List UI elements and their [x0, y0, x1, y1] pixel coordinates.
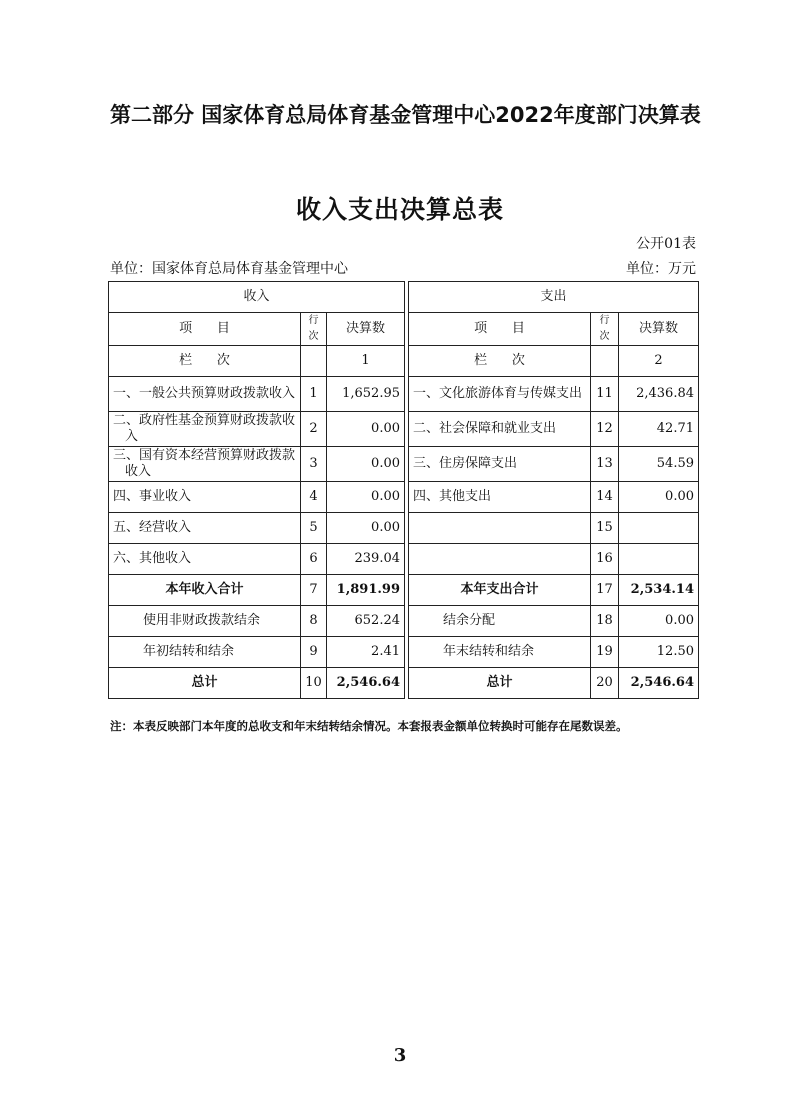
group-header-row — [109, 282, 699, 313]
income-row-number: 2 — [301, 412, 327, 447]
income-item-name: 年初结转和结余 — [109, 637, 301, 668]
income-row-number: 6 — [301, 544, 327, 575]
expense-item-name: 四、其他支出 — [409, 482, 591, 513]
income-row-number: 10 — [301, 668, 327, 699]
expense-item-name: 总计 — [409, 668, 591, 699]
expense-item-name: 本年支出合计 — [409, 575, 591, 606]
income-lanci-label: 栏 次 — [109, 346, 301, 377]
income-amount: 2,546.64 — [327, 668, 405, 699]
expense-amount: 54.59 — [619, 447, 699, 482]
expense-item-header: 项 目 — [409, 313, 591, 346]
expense-item-name — [409, 513, 591, 544]
expense-row-number: 14 — [591, 482, 619, 513]
income-column-number: 1 — [327, 346, 405, 377]
income-row-number: 1 — [301, 377, 327, 412]
expense-amount: 2,534.14 — [619, 575, 699, 606]
expense-item-name: 年末结转和结余 — [409, 637, 591, 668]
column-number-row — [109, 346, 699, 377]
income-item-name: 二、政府性基金预算财政拨款收入 — [109, 412, 301, 447]
income-row-number: 9 — [301, 637, 327, 668]
expense-amount — [619, 513, 699, 544]
table-title: 收入支出决算总表 — [295, 195, 504, 224]
expense-row-number: 20 — [591, 668, 619, 699]
income-item-header: 项 目 — [109, 313, 301, 346]
expense-amount: 2,436.84 — [619, 377, 699, 412]
table-row — [109, 668, 699, 699]
table-row — [109, 377, 699, 412]
expense-item-name: 二、社会保障和就业支出 — [409, 412, 591, 447]
column-header-row — [109, 313, 699, 346]
section-heading: 第二部分 国家体育总局体育基金管理中心2022年度部门决算表 — [110, 103, 701, 127]
unit-currency: 单位：万元 — [626, 261, 696, 277]
income-amount: 239.04 — [327, 544, 405, 575]
expense-row-number: 16 — [591, 544, 619, 575]
expense-group-header: 支出 — [409, 282, 699, 313]
expense-amount-header: 决算数 — [619, 313, 699, 346]
expense-amount: 0.00 — [619, 606, 699, 637]
page-number: 3 — [393, 1045, 407, 1066]
income-row-header: 行次 — [301, 313, 327, 346]
income-amount: 1,891.99 — [327, 575, 405, 606]
income-amount: 652.24 — [327, 606, 405, 637]
income-amount: 0.00 — [327, 412, 405, 447]
unit-organization: 单位：国家体育总局体育基金管理中心 — [110, 261, 348, 277]
income-amount: 0.00 — [327, 513, 405, 544]
income-row-number: 5 — [301, 513, 327, 544]
blank-cell — [591, 346, 619, 377]
table-row — [109, 575, 699, 606]
income-item-name: 四、事业收入 — [109, 482, 301, 513]
expense-item-name: 结余分配 — [409, 606, 591, 637]
income-row-number: 3 — [301, 447, 327, 482]
income-expense-table — [108, 281, 699, 699]
expense-amount — [619, 544, 699, 575]
expense-row-number: 12 — [591, 412, 619, 447]
table-row — [109, 447, 699, 482]
income-item-name: 一、一般公共预算财政拨款收入 — [109, 377, 301, 412]
table-row — [109, 412, 699, 447]
expense-amount: 2,546.64 — [619, 668, 699, 699]
expense-row-number: 19 — [591, 637, 619, 668]
expense-amount: 12.50 — [619, 637, 699, 668]
income-amount-header: 决算数 — [327, 313, 405, 346]
income-row-number: 8 — [301, 606, 327, 637]
income-amount: 0.00 — [327, 447, 405, 482]
income-amount: 0.00 — [327, 482, 405, 513]
expense-row-number: 13 — [591, 447, 619, 482]
income-item-name: 五、经营收入 — [109, 513, 301, 544]
expense-row-number: 17 — [591, 575, 619, 606]
expense-item-name — [409, 544, 591, 575]
expense-row-number: 11 — [591, 377, 619, 412]
form-code: 公开01表 — [636, 236, 696, 252]
expense-row-number: 18 — [591, 606, 619, 637]
table-row — [109, 606, 699, 637]
blank-cell — [301, 346, 327, 377]
expense-row-header: 行次 — [591, 313, 619, 346]
table-row — [109, 513, 699, 544]
expense-lanci-label: 栏 次 — [409, 346, 591, 377]
income-item-name: 三、国有资本经营预算财政拨款收入 — [109, 447, 301, 482]
income-item-name: 使用非财政拨款结余 — [109, 606, 301, 637]
income-item-name: 总计 — [109, 668, 301, 699]
income-row-number: 4 — [301, 482, 327, 513]
expense-row-number: 15 — [591, 513, 619, 544]
expense-amount: 0.00 — [619, 482, 699, 513]
footnote: 注：本表反映部门本年度的总收支和年末结转结余情况。本套报表金额单位转换时可能存在尾数误差。 — [110, 719, 628, 733]
table-body — [109, 377, 699, 699]
income-item-name: 本年收入合计 — [109, 575, 301, 606]
income-amount: 1,652.95 — [327, 377, 405, 412]
income-row-number: 7 — [301, 575, 327, 606]
income-amount: 2.41 — [327, 637, 405, 668]
expense-amount: 42.71 — [619, 412, 699, 447]
expense-item-name: 一、文化旅游体育与传媒支出 — [409, 377, 591, 412]
expense-column-number: 2 — [619, 346, 699, 377]
expense-item-name: 三、住房保障支出 — [409, 447, 591, 482]
table-row — [109, 482, 699, 513]
table-row — [109, 637, 699, 668]
income-group-header: 收入 — [109, 282, 405, 313]
income-item-name: 六、其他收入 — [109, 544, 301, 575]
table-row — [109, 544, 699, 575]
